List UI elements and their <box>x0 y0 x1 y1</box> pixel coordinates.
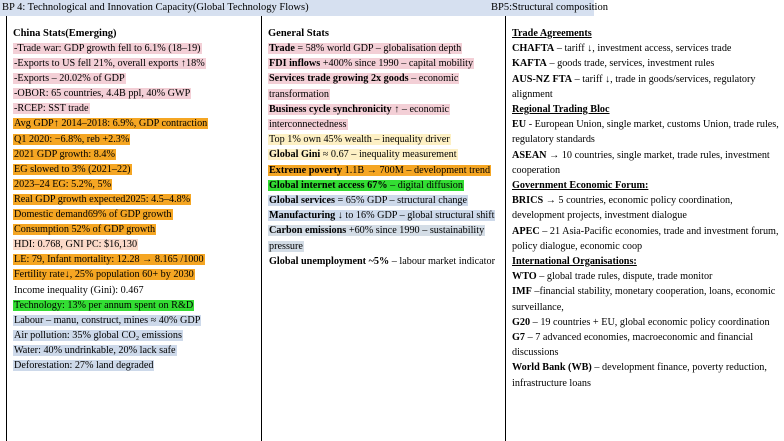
china-stat-text: Income inequality (Gini): 0.467 <box>14 284 144 296</box>
china-stat-text: Labour – manu, construct, mines ≈ 40% GDP <box>14 314 201 326</box>
general-stat-item <box>268 56 505 71</box>
agreement-name: IMF <box>512 286 532 298</box>
china-stat-line <box>13 313 261 328</box>
china-stat-line <box>13 328 261 343</box>
china-stat-text: 2023–24 EG: 5.2%, 5% <box>14 178 112 190</box>
agreement-detail: – 7 advanced economies, macroeconomic and financial discussions <box>512 332 754 359</box>
general-stat-label: FDI inflows <box>269 58 321 70</box>
agreement-item <box>512 117 784 147</box>
agreement-detail: – tariff ↓, trade in goods/services, regulatory alignment <box>512 73 756 100</box>
agreement-detail: → 10 countries, single market, trade rules, investment cooperation <box>512 149 770 176</box>
general-stat-item <box>268 132 505 147</box>
china-stat-line <box>13 56 261 71</box>
general-stat-detail: – economic transformation <box>269 73 459 100</box>
general-stat-item <box>268 193 505 208</box>
china-stat-text: Air pollution: 35% global CO₂ emissions <box>14 329 182 341</box>
agreement-detail: - European Union, single market, customs Union, trade rules, regulatory standards <box>512 119 779 146</box>
section-heading: International Organisations: <box>512 256 637 268</box>
agreement-name: BRICS <box>512 195 544 207</box>
general-stat-label: Carbon emissions <box>269 225 347 237</box>
general-stat-item <box>268 41 505 56</box>
agreement-detail: – goods trade, services, investment rules <box>546 58 715 70</box>
china-stat-text: 2021 GDP growth: 8.4% <box>14 148 115 160</box>
general-stats-title: General Stats <box>268 28 329 39</box>
china-stat-text: Fertility rate↓, 25% population 60+ by 2030 <box>14 269 194 281</box>
general-stat-label: Manufacturing <box>269 210 336 222</box>
china-stat-line <box>13 177 261 192</box>
general-stat-detail: Top 1% own 45% wealth – inequality driver <box>269 134 450 146</box>
china-stat-line <box>13 267 261 282</box>
general-stat-detail: +60% since 1990 – sustainability pressure <box>269 225 485 252</box>
china-stat-line <box>13 162 261 177</box>
china-stat-text: Water: 40% undrinkable, 20% lack safe <box>14 344 176 356</box>
general-stat-detail: ≈ 0.67 – inequality measurement <box>320 149 457 161</box>
general-stat-detail: = 65% GDP – structural change <box>334 195 468 207</box>
general-stat-item <box>268 254 505 269</box>
china-stat-text: Avg GDP↑ 2014–2018: 6.9%, GDP contraction <box>14 118 208 130</box>
general-stat-label: Business cycle synchronicity <box>269 103 392 115</box>
china-stat-line <box>13 358 261 373</box>
general-stat-item <box>268 102 505 132</box>
agreement-detail: – development finance, poverty reduction, infrastructure loans <box>512 362 767 389</box>
agreement-detail: – 19 countries + EU, global economic policy coordination <box>530 316 770 328</box>
china-stat-line <box>13 237 261 252</box>
china-stat-line <box>13 71 261 86</box>
agreement-item <box>512 148 784 178</box>
china-stat-line <box>13 116 261 131</box>
agreement-detail: – global trade rules, dispute, trade monitor <box>536 271 713 283</box>
china-stat-line <box>13 222 261 237</box>
general-stat-item <box>268 147 505 162</box>
china-stat-line <box>13 41 261 56</box>
china-stat-text: -Exports to US fell 21%, overall exports ↑18% <box>14 58 205 70</box>
china-stat-line <box>13 101 261 116</box>
china-stat-text: EG slowed to 3% (2021–22) <box>14 163 131 175</box>
agreement-item <box>512 315 784 330</box>
general-stat-detail: = 58% world GDP – globalisation depth <box>294 43 462 54</box>
agreement-item <box>512 360 784 390</box>
china-stat-line <box>13 283 261 298</box>
china-stat-line <box>13 252 261 267</box>
china-stats-column <box>6 16 262 441</box>
china-stat-line <box>13 86 261 101</box>
china-stat-text: Consumption 52% of GDP growth <box>14 224 156 236</box>
agreement-item <box>512 224 784 254</box>
china-stat-text: LE: 79, Infant mortality: 12.28 → 8.165 /1000 <box>14 254 204 266</box>
general-stat-label: Global internet access 67% <box>269 179 388 191</box>
bp4-heading: BP 4: Technological and Innovation Capacity(Global Technology Flows) <box>0 0 491 16</box>
general-stat-detail: – labour market indicator <box>389 255 496 267</box>
general-stat-label: Global unemployment ~5% <box>269 255 390 267</box>
china-stat-text: -RCEP: SST trade <box>14 103 89 115</box>
general-stat-label: Global services <box>269 195 335 207</box>
section-heading: Regional Trading Bloc <box>512 104 610 116</box>
general-stat-label: Extreme poverty <box>269 164 343 176</box>
agreement-name: EU <box>512 119 527 131</box>
general-stat-item <box>268 71 505 101</box>
china-stat-line <box>13 192 261 207</box>
agreement-detail: – 21 Asia-Pacific economies, trade and investment forum, policy dialogue, economic coop <box>512 225 779 252</box>
china-stat-text: -Trade war: GDP growth fell to 6.1% (18–19) <box>14 43 201 54</box>
china-stat-line <box>13 132 261 147</box>
general-stat-item <box>268 208 505 223</box>
china-stat-text: Domestic demand69% of GDP growth <box>14 209 172 221</box>
general-stat-label: Services trade growing 2x goods <box>269 73 409 85</box>
agreement-name: AUS-NZ FTA <box>512 73 573 85</box>
trade-sections <box>512 26 784 391</box>
agreement-item <box>512 72 784 102</box>
agreement-item <box>512 56 784 71</box>
general-stat-item <box>268 163 505 178</box>
agreement-name: CHAFTA <box>512 43 555 55</box>
agreement-detail: – tariff ↓, investment access, services trade <box>554 43 732 55</box>
china-stat-line <box>13 147 261 162</box>
china-stat-text: -OBOR: 65 countries, 4.4B ppl, 40% GWP <box>14 88 191 100</box>
china-stat-text: HDI: 0.768, GNI PC: $16,130 <box>14 239 138 251</box>
agreement-item <box>512 284 784 314</box>
agreement-detail: → 5 countries, economic policy coordination, development projects, investment dialogue <box>512 195 733 222</box>
agreement-name: KAFTA <box>512 58 547 70</box>
china-stat-line <box>13 343 261 358</box>
china-stat-text: Real GDP growth expected2025: 4.5–4.8% <box>14 193 191 205</box>
agreement-name: G20 <box>512 316 531 328</box>
general-stat-detail: ↑ – economic interconnectedness <box>269 103 450 131</box>
trade-agreements-column <box>506 16 784 441</box>
agreement-name: WTO <box>512 271 537 283</box>
agreement-detail: –financial stability, monetary cooperation, loans, economic surveillance, <box>512 286 776 313</box>
general-stats-column <box>262 16 506 441</box>
china-stat-text: Deforestation: 27% land degraded <box>14 359 154 371</box>
general-stat-detail: – digital diffusion <box>387 179 463 191</box>
china-stats-title: China Stats(Emerging) <box>13 28 117 39</box>
section-heading: Trade Agreements <box>512 28 592 39</box>
bp5-heading: BP5:Structural composition <box>491 0 594 16</box>
general-stat-detail: 1.1B → 700M – development trend <box>342 164 491 176</box>
china-stat-line <box>13 207 261 222</box>
general-stat-label: Global Gini <box>269 149 321 161</box>
china-stats-list <box>13 41 261 373</box>
general-stat-label: Trade <box>269 43 295 54</box>
agreement-item <box>512 41 784 56</box>
china-stat-text: Technology: 13% per annum spent on R&D <box>14 299 194 311</box>
agreement-name: G7 <box>512 332 526 344</box>
agreement-item <box>512 330 784 360</box>
agreement-name: World Bank (WB) <box>512 362 592 374</box>
general-stat-detail: +400% since 1990 – capital mobility <box>320 58 474 70</box>
agreement-item <box>512 193 784 223</box>
agreement-item <box>512 269 784 284</box>
china-stat-text: Q1 2020: −6.8%, reb +2.3% <box>14 133 130 145</box>
china-stat-text: -Exports – 20.02% of GDP <box>14 73 125 85</box>
general-stat-item <box>268 223 505 253</box>
china-stat-line <box>13 298 261 313</box>
agreement-name: APEC <box>512 225 540 237</box>
agreement-name: ASEAN <box>512 149 547 161</box>
section-heading: Government Economic Forum: <box>512 180 649 192</box>
general-stat-detail: ↓ to 16% GDP – global structural shift <box>335 210 495 222</box>
general-stats-list <box>268 41 505 269</box>
general-stat-item <box>268 178 505 193</box>
header-bar <box>0 0 784 16</box>
